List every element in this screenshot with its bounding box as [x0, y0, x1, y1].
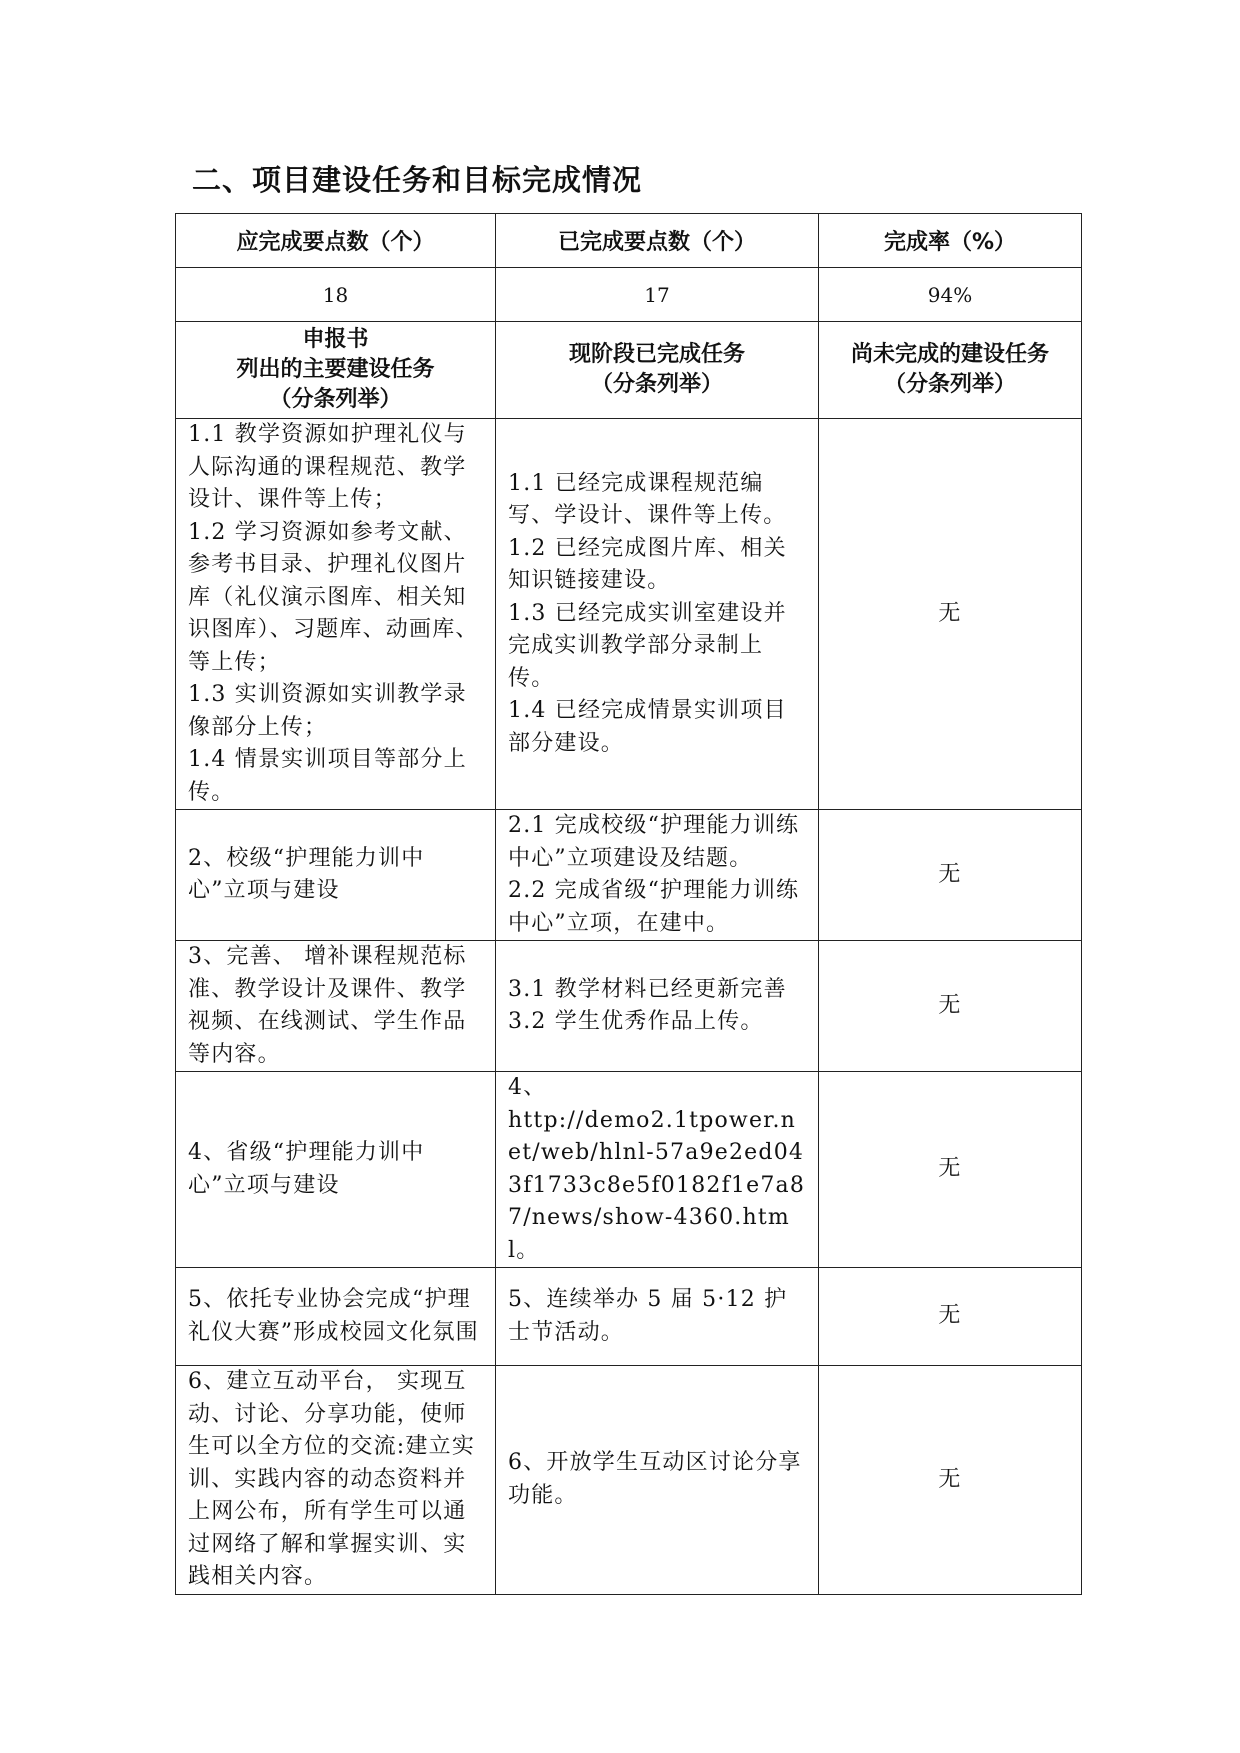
header-completed-points: 已完成要点数（个） — [496, 214, 819, 268]
header-planned-line: （分条列举） — [269, 387, 402, 412]
completed-item: 3.1 教学材料已经更新完善 — [508, 976, 787, 1002]
planned-item: 1.2 学习资源如参考文献、参考书目录、护理礼仪图片库（礼仪演示图库、相关知识图库）、习题库、动画库、等上传； — [188, 519, 479, 675]
pending-task-cell: 无 — [819, 419, 1082, 810]
planned-item: 2、校级“护理能力训中心”立项与建设 — [188, 845, 425, 903]
completed-item: 4、 — [508, 1075, 547, 1100]
completed-item: 3.2 学生优秀作品上传。 — [508, 1009, 764, 1034]
planned-item: 1.3 实训资源如实训教学录像部分上传； — [188, 682, 467, 740]
completed-item: 1.1 已经完成课程规范编写、学设计、课件等上传。 — [508, 470, 787, 529]
header-planned-line: 列出的主要建设任务 — [236, 357, 435, 382]
summary-header-row — [176, 214, 1082, 268]
header-required-points: 应完成要点数（个） — [176, 214, 496, 268]
header-completed-line: （分条列举） — [590, 372, 723, 397]
pending-task-cell: 无 — [819, 941, 1082, 1072]
required-points-value: 18 — [176, 268, 496, 322]
completed-item: 1.2 已经完成图片库、相关知识链接建设。 — [508, 535, 787, 594]
task-header-row — [176, 322, 1082, 419]
completed-item: 2.1 完成校级“护理能力训练中心”立项建设及结题。 — [508, 813, 800, 871]
pending-task-cell: 无 — [819, 1366, 1082, 1595]
progress-table — [175, 213, 1082, 1595]
header-planned-tasks — [176, 322, 496, 419]
header-completion-rate: 完成率（%） — [819, 214, 1082, 268]
completed-task-cell — [496, 1072, 819, 1268]
summary-values-row — [176, 268, 1082, 322]
planned-item: 5、依托专业协会完成“护理礼仪大赛”形成校园文化氛围 — [188, 1287, 479, 1345]
completed-task-cell — [496, 419, 819, 810]
header-pending-line: 尚未完成的建设任务 — [850, 342, 1049, 367]
table-row — [176, 1366, 1082, 1595]
planned-task-cell — [176, 941, 496, 1072]
completed-item: 1.3 已经完成实训室建设并完成实训教学部分录制上传。 — [508, 600, 787, 691]
planned-item: 6、建立互动平台， 实现互动、讨论、分享功能，使师生可以全方位的交流:建立实训、实践内容的动态资料并上网公布，所有学生可以通过网络了解和掌握实训、实践相关内容。 — [188, 1369, 476, 1589]
table-row — [176, 941, 1082, 1072]
table-row — [176, 810, 1082, 941]
planned-task-cell — [176, 1366, 496, 1595]
pending-task-cell: 无 — [819, 810, 1082, 941]
completed-item: 5、连续举办 5 届 5·12 护士节活动。 — [508, 1287, 788, 1345]
completed-task-cell — [496, 1268, 819, 1366]
planned-item: 4、省级“护理能力训中心”立项与建设 — [188, 1140, 425, 1198]
completed-points-value: 17 — [496, 268, 819, 322]
completed-item: 6、开放学生互动区讨论分享功能。 — [508, 1450, 802, 1508]
planned-task-cell — [176, 1072, 496, 1268]
planned-item: 1.4 情景实训项目等部分上传。 — [188, 747, 467, 805]
header-pending-tasks — [819, 322, 1082, 419]
header-completed-line: 现阶段已完成任务 — [568, 342, 745, 367]
header-pending-line: （分条列举） — [883, 372, 1016, 397]
completed-task-cell — [496, 941, 819, 1072]
header-completed-tasks — [496, 322, 819, 419]
planned-task-cell — [176, 810, 496, 941]
pending-task-cell: 无 — [819, 1268, 1082, 1366]
planned-task-cell — [176, 1268, 496, 1366]
planned-item: 1.1 教学资源如护理礼仪与人际沟通的课程规范、教学设计、课件等上传； — [188, 422, 467, 512]
planned-item: 3、完善、 增补课程规范标准、教学设计及课件、教学视频、在线测试、学生作品等内容。 — [188, 944, 467, 1067]
planned-task-cell — [176, 419, 496, 810]
pending-task-cell: 无 — [819, 1072, 1082, 1268]
table-row — [176, 419, 1082, 810]
completed-item: 1.4 已经完成情景实训项目部分建设。 — [508, 698, 787, 756]
news-link[interactable]: http://demo2.1tpower.net/web/hlnl-57a9e2ed043f1733c8e5f0182f1e7a87/news/show-4360.html。 — [508, 1107, 806, 1263]
completed-item: 2.2 完成省级“护理能力训练中心”立项，在建中。 — [508, 878, 800, 936]
completion-rate-value: 94% — [819, 268, 1082, 322]
completed-task-cell — [496, 810, 819, 941]
table-row — [176, 1268, 1082, 1366]
header-planned-line: 申报书 — [302, 327, 369, 352]
section-title: 二、项目建设任务和目标完成情况 — [192, 163, 643, 197]
completed-task-cell — [496, 1366, 819, 1595]
table-row — [176, 1072, 1082, 1268]
